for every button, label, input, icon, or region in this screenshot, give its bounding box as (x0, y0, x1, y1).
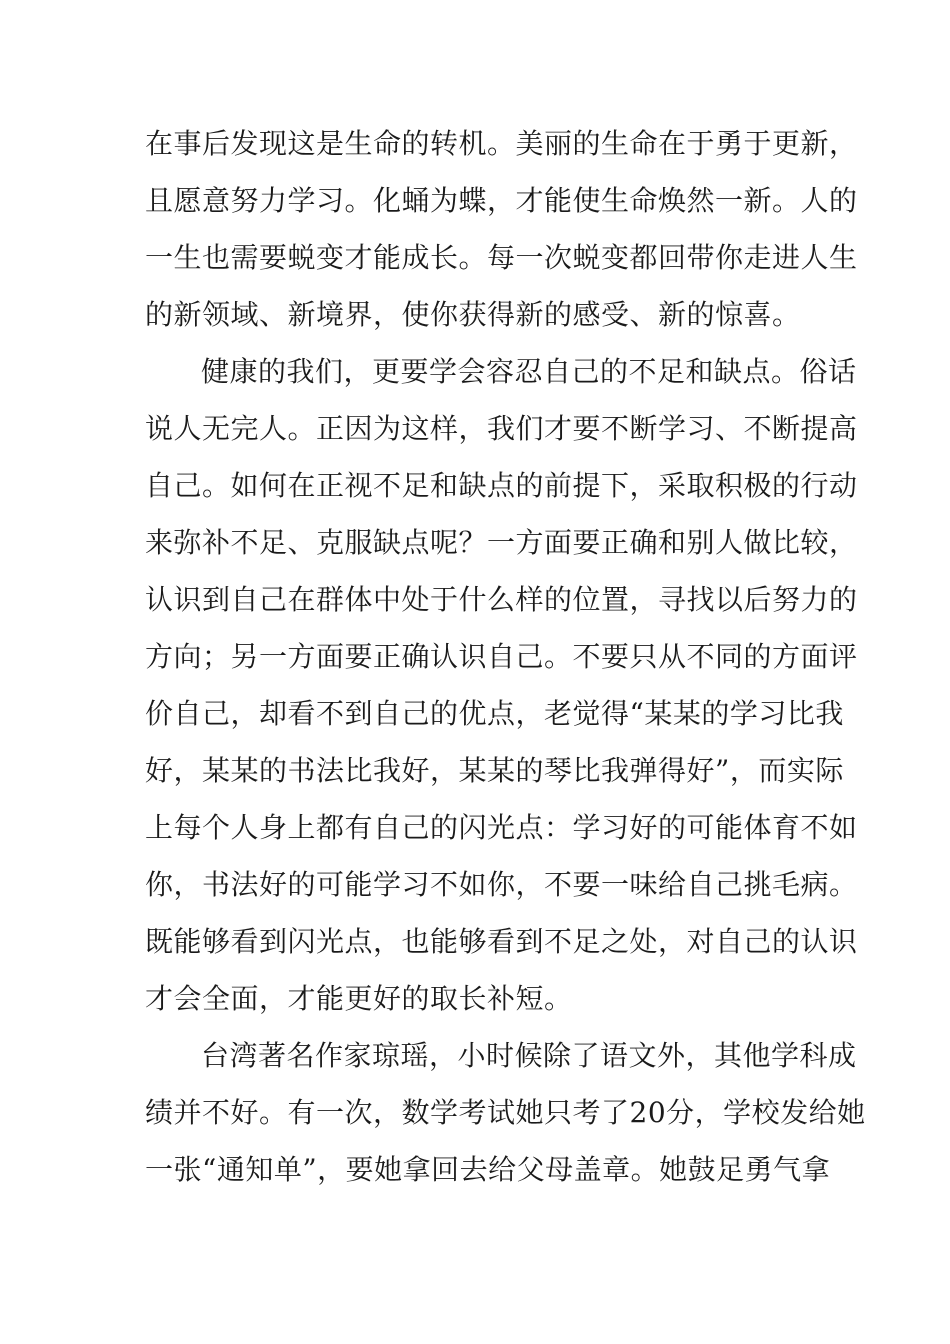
text-line: 一张“通知单”，要她拿回去给父母盖章。她鼓足勇气拿 (145, 1153, 831, 1186)
text-line: 认识到自己在群体中处于什么样的位置，寻找以后努力的 (145, 583, 858, 616)
text-line: 价自己，却看不到自己的优点，老觉得“某某的学习比我 (145, 697, 844, 730)
text-line: 一生也需要蜕变才能成长。每一次蜕变都回带你走进人生 (145, 241, 858, 274)
text-line: 方向；另一方面要正确认识自己。不要只从不同的方面评 (145, 640, 858, 673)
text-line: 你，书法好的可能学习不如你，不要一味给自己挑毛病。 (145, 868, 858, 901)
text-line: 说人无完人。正因为这样，我们才要不断学习、不断提高 (145, 412, 858, 445)
text-line: 才会全面，才能更好的取长补短。 (145, 982, 573, 1015)
paragraph-start-line: 台湾著名作家琼瑶，小时候除了语文外，其他学科成 (201, 1039, 857, 1072)
text-line: 好，某某的书法比我好，某某的琴比我弹得好”，而实际 (145, 754, 844, 787)
text-line: 在事后发现这是生命的转机。美丽的生命在于勇于更新， (145, 127, 858, 160)
text-line: 的新领域、新境界，使你获得新的感受、新的惊喜。 (145, 298, 801, 331)
text-line: 上每个人身上都有自己的闪光点：学习好的可能体育不如 (145, 811, 858, 844)
text-line: 来弥补不足、克服缺点呢？一方面要正确和别人做比较， (145, 526, 858, 559)
text-line: 绩并不好。有一次，数学考试她只考了20分，学校发给她 (145, 1096, 866, 1129)
text-line: 且愿意努力学习。化蛹为蝶，才能使生命焕然一新。人的 (145, 184, 858, 217)
text-line: 既能够看到闪光点，也能够看到不足之处，对自己的认识 (145, 925, 858, 958)
paragraph-start-line: 健康的我们，更要学会容忍自己的不足和缺点。俗话 (201, 355, 857, 388)
text-line: 自己。如何在正视不足和缺点的前提下，采取积极的行动 (145, 469, 858, 502)
